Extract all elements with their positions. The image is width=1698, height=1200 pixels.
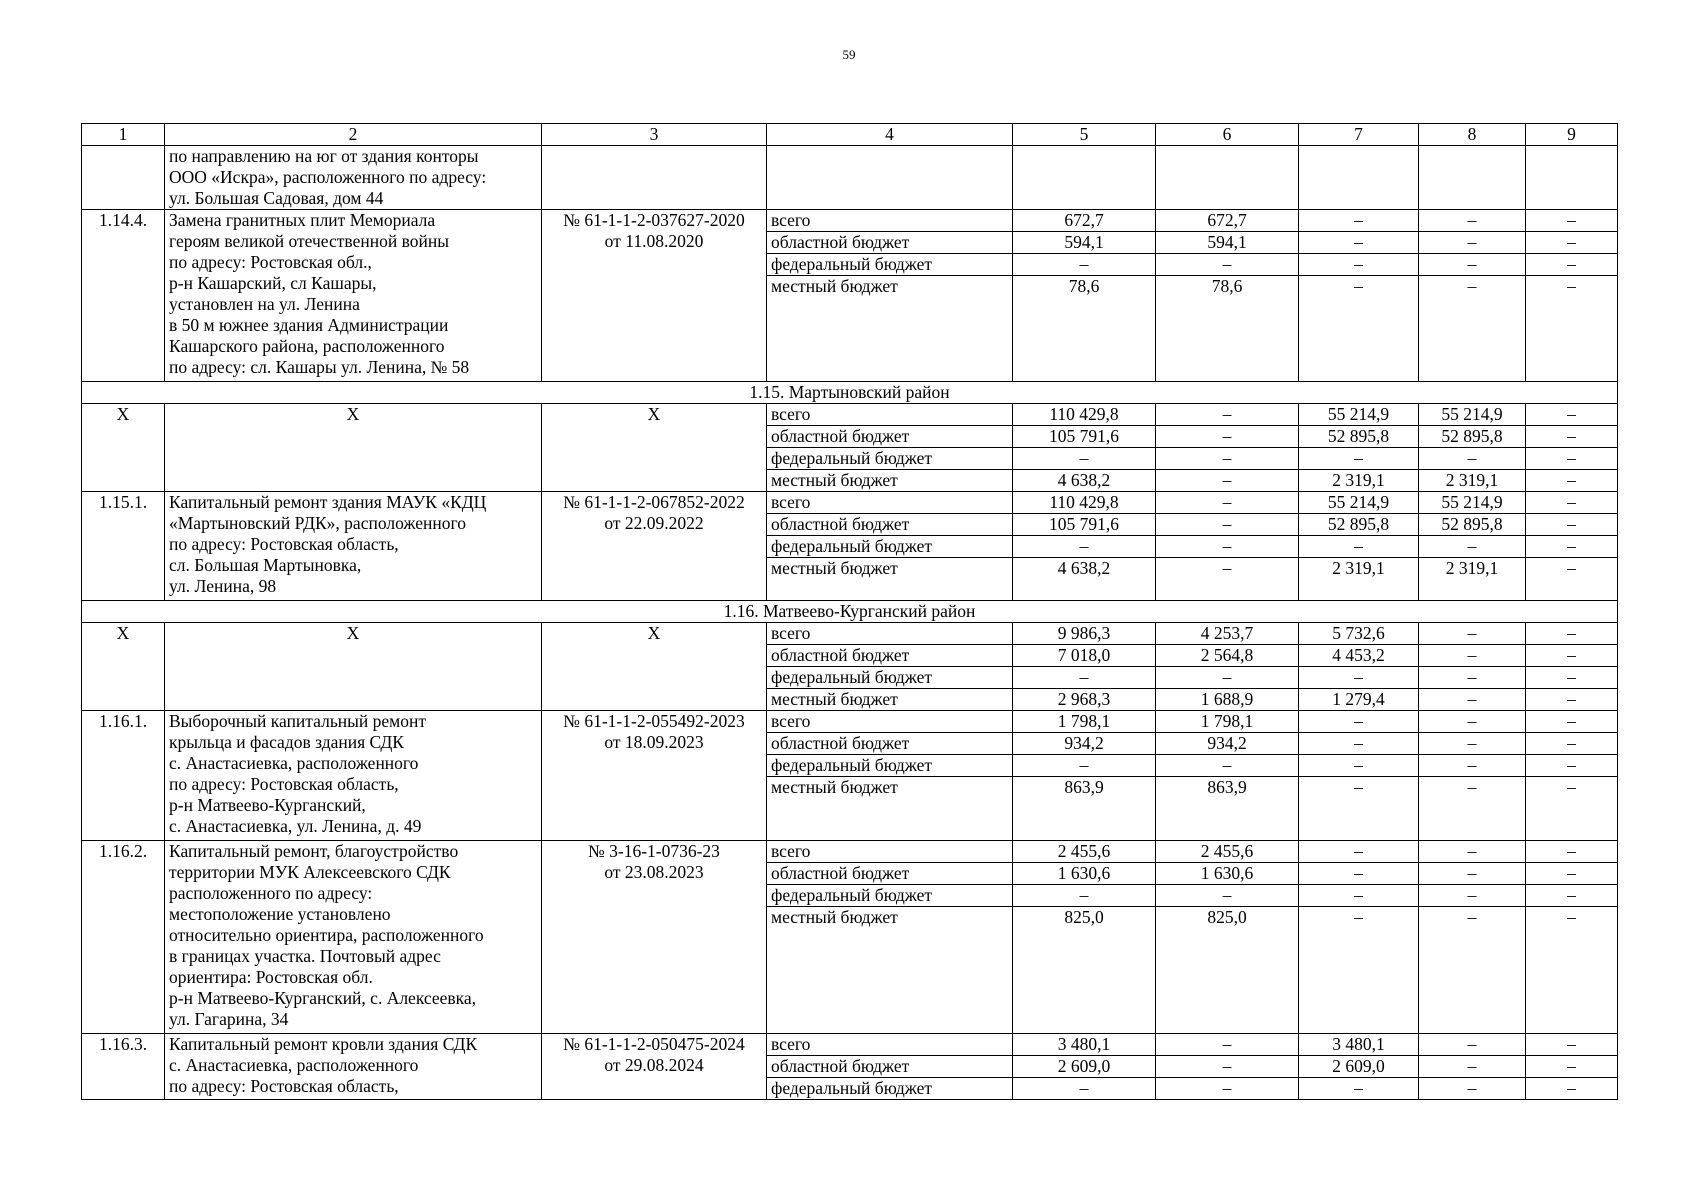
funding-source-cell: всего <box>767 404 1013 426</box>
budget-row <box>82 623 1618 645</box>
amount-cell: 52 895,8 <box>1299 514 1419 536</box>
amount-cell: – <box>1419 841 1526 863</box>
continuation-row <box>82 146 1618 210</box>
row-number-cell: 1.15.1. <box>82 492 165 601</box>
object-name-cell: Капитальный ремонт, благоустройство территории МУК Алексеевского СДК расположенного по адресу: местоположение установлено относительно ориентира, расположенного в границах участка. Почтовый адрес ориентира: Ростовская обл. р-н Матвеево-Курганский, с. Алексеевка, ул. Гагарина, 34 <box>165 841 542 1034</box>
doc-cell: № 61-1-1-2-055492-2023 от 18.09.2023 <box>542 711 767 841</box>
amount-cell: 672,7 <box>1156 210 1299 232</box>
doc-cell: № 3-16-1-0736-23 от 23.08.2023 <box>542 841 767 1034</box>
funding-source-cell: федеральный бюджет <box>767 254 1013 276</box>
object-name-cell: Замена гранитных плит Мемориала героям великой отечественной войны по адресу: Ростовская обл., р-н Кашарский, сл Кашары, установлен на ул. Ленина в 50 м южнее здания Администрации Кашарского района, расположенного по адресу: сл. Кашары ул. Ленина, № 58 <box>165 210 542 382</box>
x-mark-cell: Х <box>542 623 767 711</box>
amount-cell: – <box>1156 885 1299 907</box>
header-cell: 3 <box>542 124 767 146</box>
funding-source-cell: местный бюджет <box>767 470 1013 492</box>
amount-cell: 594,1 <box>1013 232 1156 254</box>
amount-cell: – <box>1156 667 1299 689</box>
amount-cell: 3 480,1 <box>1013 1034 1156 1056</box>
amount-cell: – <box>1419 863 1526 885</box>
amount-cell: – <box>1156 1078 1299 1100</box>
amount-cell: – <box>1526 1078 1618 1100</box>
amount-cell: – <box>1156 536 1299 558</box>
amount-cell: – <box>1526 558 1618 601</box>
amount-cell: 2 319,1 <box>1419 558 1526 601</box>
amount-cell: 863,9 <box>1156 777 1299 841</box>
funding-source-cell: всего <box>767 1034 1013 1056</box>
amount-cell: – <box>1526 536 1618 558</box>
funding-source-cell: областной бюджет <box>767 514 1013 536</box>
amount-cell: – <box>1526 885 1618 907</box>
amount-cell: 55 214,9 <box>1419 492 1526 514</box>
amount-cell: 2 609,0 <box>1013 1056 1156 1078</box>
value-cell <box>1299 146 1419 210</box>
x-mark-cell: Х <box>165 623 542 711</box>
amount-cell: 52 895,8 <box>1419 426 1526 448</box>
funding-source-cell: федеральный бюджет <box>767 448 1013 470</box>
page-number: 59 <box>842 47 856 62</box>
funding-source-cell: областной бюджет <box>767 645 1013 667</box>
amount-cell: – <box>1299 777 1419 841</box>
amount-cell: – <box>1526 470 1618 492</box>
amount-cell: – <box>1526 733 1618 755</box>
funding-source-cell: всего <box>767 492 1013 514</box>
header-cell: 6 <box>1156 124 1299 146</box>
amount-cell: – <box>1013 448 1156 470</box>
amount-cell: – <box>1299 863 1419 885</box>
amount-cell: 1 798,1 <box>1013 711 1156 733</box>
object-name-cell: Капитальный ремонт кровли здания СДК с. Анастасиевка, расположенного по адресу: Ростовская область, <box>165 1034 542 1100</box>
header-cell: 5 <box>1013 124 1156 146</box>
amount-cell: – <box>1156 558 1299 601</box>
amount-cell: 105 791,6 <box>1013 426 1156 448</box>
amount-cell: – <box>1526 254 1618 276</box>
header-row <box>82 124 1618 146</box>
amount-cell: 55 214,9 <box>1299 492 1419 514</box>
row-number-cell: 1.14.4. <box>82 210 165 382</box>
amount-cell: – <box>1013 755 1156 777</box>
amount-cell: – <box>1299 907 1419 1034</box>
funding-source-cell: местный бюджет <box>767 276 1013 382</box>
section-header-row <box>82 382 1618 404</box>
object-name-cell: по направлению на юг от здания конторы ООО «Искра», расположенного по адресу: ул. Большая Садовая, дом 44 <box>165 146 542 210</box>
budget-row <box>82 492 1618 514</box>
amount-cell: – <box>1526 755 1618 777</box>
amount-cell: – <box>1299 1078 1419 1100</box>
amount-cell: 863,9 <box>1013 777 1156 841</box>
amount-cell: 9 986,3 <box>1013 623 1156 645</box>
amount-cell: – <box>1013 536 1156 558</box>
amount-cell: – <box>1526 232 1618 254</box>
amount-cell: 1 798,1 <box>1156 711 1299 733</box>
amount-cell: 2 968,3 <box>1013 689 1156 711</box>
funding-source-cell: федеральный бюджет <box>767 885 1013 907</box>
value-cell <box>1526 146 1618 210</box>
amount-cell: – <box>1526 448 1618 470</box>
amount-cell: – <box>1299 276 1419 382</box>
x-mark-cell: Х <box>542 404 767 492</box>
amount-cell: 2 564,8 <box>1156 645 1299 667</box>
amount-cell: – <box>1299 755 1419 777</box>
amount-cell: – <box>1526 276 1618 382</box>
amount-cell: – <box>1526 841 1618 863</box>
funding-source-cell: всего <box>767 711 1013 733</box>
amount-cell: – <box>1156 1034 1299 1056</box>
funding-source-cell: областной бюджет <box>767 863 1013 885</box>
amount-cell: 110 429,8 <box>1013 492 1156 514</box>
amount-cell: – <box>1013 885 1156 907</box>
amount-cell: – <box>1156 448 1299 470</box>
amount-cell: – <box>1526 404 1618 426</box>
amount-cell: – <box>1419 755 1526 777</box>
amount-cell: – <box>1419 711 1526 733</box>
row-number-cell: 1.16.3. <box>82 1034 165 1100</box>
amount-cell: – <box>1013 254 1156 276</box>
amount-cell: – <box>1526 623 1618 645</box>
amount-cell: 55 214,9 <box>1299 404 1419 426</box>
value-cell <box>1156 146 1299 210</box>
amount-cell: 672,7 <box>1013 210 1156 232</box>
amount-cell: – <box>1419 210 1526 232</box>
source-cell <box>767 146 1013 210</box>
amount-cell: – <box>1299 232 1419 254</box>
amount-cell: – <box>1526 492 1618 514</box>
amount-cell: – <box>1156 404 1299 426</box>
amount-cell: 110 429,8 <box>1013 404 1156 426</box>
funding-source-cell: всего <box>767 841 1013 863</box>
amount-cell: 825,0 <box>1013 907 1156 1034</box>
amount-cell: – <box>1299 711 1419 733</box>
amount-cell: 4 453,2 <box>1299 645 1419 667</box>
amount-cell: – <box>1526 907 1618 1034</box>
amount-cell: – <box>1156 426 1299 448</box>
amount-cell: – <box>1299 254 1419 276</box>
amount-cell: – <box>1419 623 1526 645</box>
x-mark-cell: Х <box>82 623 165 711</box>
amount-cell: – <box>1299 733 1419 755</box>
amount-cell: – <box>1299 210 1419 232</box>
amount-cell: 1 688,9 <box>1156 689 1299 711</box>
funding-source-cell: местный бюджет <box>767 689 1013 711</box>
amount-cell: – <box>1419 232 1526 254</box>
doc-cell <box>542 146 767 210</box>
amount-cell: 4 638,2 <box>1013 558 1156 601</box>
header-cell: 2 <box>165 124 542 146</box>
amount-cell: 934,2 <box>1156 733 1299 755</box>
amount-cell: – <box>1156 492 1299 514</box>
amount-cell: – <box>1526 667 1618 689</box>
amount-cell: 4 253,7 <box>1156 623 1299 645</box>
amount-cell: 105 791,6 <box>1013 514 1156 536</box>
amount-cell: – <box>1526 1034 1618 1056</box>
amount-cell: – <box>1013 1078 1156 1100</box>
row-number-cell: 1.16.2. <box>82 841 165 1034</box>
amount-cell: – <box>1156 1056 1299 1078</box>
funding-source-cell: федеральный бюджет <box>767 667 1013 689</box>
amount-cell: – <box>1299 448 1419 470</box>
amount-cell: 2 609,0 <box>1299 1056 1419 1078</box>
amount-cell: – <box>1419 1078 1526 1100</box>
amount-cell: – <box>1299 667 1419 689</box>
amount-cell: – <box>1419 1056 1526 1078</box>
funding-source-cell: областной бюджет <box>767 1056 1013 1078</box>
amount-cell: 52 895,8 <box>1419 514 1526 536</box>
amount-cell: – <box>1419 1034 1526 1056</box>
funding-source-cell: всего <box>767 623 1013 645</box>
funding-source-cell: областной бюджет <box>767 426 1013 448</box>
amount-cell: – <box>1419 885 1526 907</box>
budget-row <box>82 210 1618 232</box>
header-cell: 7 <box>1299 124 1419 146</box>
value-cell <box>1013 146 1156 210</box>
x-mark-cell: Х <box>165 404 542 492</box>
amount-cell: – <box>1526 210 1618 232</box>
amount-cell: 2 319,1 <box>1299 470 1419 492</box>
amount-cell: – <box>1156 755 1299 777</box>
budget-row <box>82 841 1618 863</box>
funding-source-cell: федеральный бюджет <box>767 755 1013 777</box>
value-cell <box>1419 146 1526 210</box>
amount-cell: 55 214,9 <box>1419 404 1526 426</box>
amount-cell: 934,2 <box>1013 733 1156 755</box>
funding-source-cell: федеральный бюджет <box>767 536 1013 558</box>
funding-source-cell: федеральный бюджет <box>767 1078 1013 1100</box>
amount-cell: 2 319,1 <box>1419 470 1526 492</box>
amount-cell: 1 630,6 <box>1013 863 1156 885</box>
funding-source-cell: местный бюджет <box>767 907 1013 1034</box>
amount-cell: – <box>1156 254 1299 276</box>
section-title: 1.15. Мартыновский район <box>82 382 1618 404</box>
amount-cell: – <box>1419 536 1526 558</box>
section-header-row <box>82 601 1618 623</box>
amount-cell: 7 018,0 <box>1013 645 1156 667</box>
amount-cell: 4 638,2 <box>1013 470 1156 492</box>
amount-cell: – <box>1419 448 1526 470</box>
header-cell: 9 <box>1526 124 1618 146</box>
amount-cell: – <box>1419 254 1526 276</box>
amount-cell: – <box>1419 907 1526 1034</box>
budget-row <box>82 404 1618 426</box>
amount-cell: – <box>1526 711 1618 733</box>
amount-cell: – <box>1419 777 1526 841</box>
amount-cell: 594,1 <box>1156 232 1299 254</box>
amount-cell: – <box>1419 689 1526 711</box>
amount-cell: – <box>1419 667 1526 689</box>
amount-cell: – <box>1526 645 1618 667</box>
amount-cell: – <box>1526 863 1618 885</box>
amount-cell: – <box>1526 514 1618 536</box>
amount-cell: – <box>1299 536 1419 558</box>
doc-cell: № 61-1-1-2-050475-2024 от 29.08.2024 <box>542 1034 767 1100</box>
amount-cell: 2 319,1 <box>1299 558 1419 601</box>
amount-cell: 5 732,6 <box>1299 623 1419 645</box>
amount-cell: – <box>1526 1056 1618 1078</box>
header-cell: 1 <box>82 124 165 146</box>
row-number-cell: 1.16.1. <box>82 711 165 841</box>
x-mark-cell: Х <box>82 404 165 492</box>
amount-cell: 78,6 <box>1013 276 1156 382</box>
object-name-cell: Выборочный капитальный ремонт крыльца и фасадов здания СДК с. Анастасиевка, расположенного по адресу: Ростовская область, р-н Матвеево-Курганский, с. Анастасиевка, ул. Ленина, д. 49 <box>165 711 542 841</box>
amount-cell: – <box>1156 514 1299 536</box>
amount-cell: – <box>1526 426 1618 448</box>
amount-cell: – <box>1156 470 1299 492</box>
amount-cell: – <box>1419 276 1526 382</box>
amount-cell: – <box>1299 885 1419 907</box>
amount-cell: – <box>1419 733 1526 755</box>
row-number-cell <box>82 146 165 210</box>
object-name-cell: Капитальный ремонт здания МАУК «КДЦ «Мартыновский РДК», расположенного по адресу: Ростовская область, сл. Большая Мартыновка, ул. Ленина, 98 <box>165 492 542 601</box>
funding-source-cell: областной бюджет <box>767 733 1013 755</box>
amount-cell: – <box>1526 689 1618 711</box>
budget-table <box>81 123 1618 1100</box>
amount-cell: – <box>1526 777 1618 841</box>
table-body <box>82 124 1618 1100</box>
section-title: 1.16. Матвеево-Курганский район <box>82 601 1618 623</box>
amount-cell: – <box>1013 667 1156 689</box>
funding-source-cell: областной бюджет <box>767 232 1013 254</box>
funding-source-cell: местный бюджет <box>767 558 1013 601</box>
amount-cell: – <box>1299 841 1419 863</box>
doc-cell: № 61-1-1-2-067852-2022 от 22.09.2022 <box>542 492 767 601</box>
amount-cell: – <box>1419 645 1526 667</box>
amount-cell: 2 455,6 <box>1013 841 1156 863</box>
amount-cell: 3 480,1 <box>1299 1034 1419 1056</box>
amount-cell: 52 895,8 <box>1299 426 1419 448</box>
amount-cell: 1 630,6 <box>1156 863 1299 885</box>
amount-cell: 1 279,4 <box>1299 689 1419 711</box>
header-cell: 4 <box>767 124 1013 146</box>
budget-row <box>82 711 1618 733</box>
amount-cell: 78,6 <box>1156 276 1299 382</box>
amount-cell: 825,0 <box>1156 907 1299 1034</box>
funding-source-cell: всего <box>767 210 1013 232</box>
doc-cell: № 61-1-1-2-037627-2020 от 11.08.2020 <box>542 210 767 382</box>
funding-source-cell: местный бюджет <box>767 777 1013 841</box>
budget-row <box>82 1034 1618 1056</box>
amount-cell: 2 455,6 <box>1156 841 1299 863</box>
header-cell: 8 <box>1419 124 1526 146</box>
